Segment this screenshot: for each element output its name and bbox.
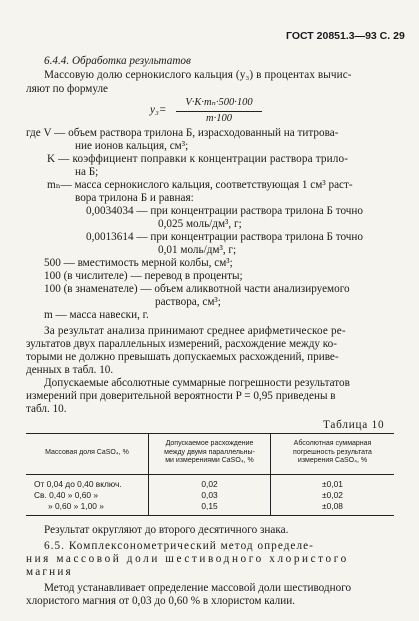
result-para-line-2: зультатов двух параллельных измерений, расхождение между ко- — [26, 338, 337, 350]
table-bottom-rule — [26, 515, 394, 516]
table-row-1-err: ±0,01 — [322, 479, 343, 489]
section-65-title-line-1: 6.5. Комплексонометрический метод определе- — [44, 540, 314, 552]
where-v-line-1: где V — объем раствора трилона Б, израсходованный на титрова- — [26, 127, 339, 139]
error-para-line-3: табл. 10. — [26, 403, 67, 415]
k-def-line-1: K — коэффициент поправки к концентрации раствора трило- — [47, 153, 349, 165]
page-header-gost: ГОСТ 20851.3—93 С. 29 — [286, 30, 405, 42]
mn-def-line-2: вора трилона Б и равная: — [75, 192, 194, 204]
table-top-rule — [26, 433, 394, 434]
intro-line-1: Массовую долю сернокислого кальция (y₃) в процентах вычис- — [44, 69, 352, 81]
value-2-line-1: 0,0013614 — при концентрации раствора трилона Б точно — [86, 231, 363, 243]
value-1-line-1: 0,0034034 — при концентрации раствора трилона Б точно — [86, 205, 363, 217]
table-caption: Таблица 10 — [323, 419, 385, 431]
formula-denominator: m·100 — [206, 113, 232, 124]
where-v-line-2: ние ионов кальция, см³; — [75, 140, 189, 152]
error-para-line-2: измерений при доверительной вероятности P = 0,95 приведены в — [26, 390, 336, 402]
table-row-3-err: ±0,08 — [322, 501, 343, 511]
formula-numerator: V·K·mₙ·500·100 — [185, 97, 253, 108]
value-2-line-2: 0,01 моль/дм³, г; — [158, 244, 237, 256]
intro-line-2: ляют по формуле — [26, 83, 108, 95]
table-header-abs-error: Абсолютная суммарная погрешность результата измерения CaSO₄, % — [293, 440, 372, 464]
table-header-allowed-diff: Допускаемое расхождение между двумя параллельны- ми измерениями CaSO₄, % — [164, 440, 255, 464]
table-row-2-range: Св. 0,40 » 0,60 » — [34, 490, 99, 500]
def-100-denominator-line-1: 100 (в знаменателе) — объем аликвотной части анализируемого — [44, 283, 350, 295]
error-para-line-1: Допускаемые абсолютные суммарные погрешности результатов — [44, 377, 350, 389]
formula-fraction-bar — [176, 111, 262, 112]
section-65-title-line-3: магния — [26, 566, 73, 578]
table-row-3-diff: 0,15 — [201, 501, 218, 511]
table-row-1-range: От 0,04 до 0,40 включ. — [34, 479, 122, 489]
def-m: m — масса навески, г. — [44, 309, 149, 321]
result-para-line-3: торыми не должно превышать допускаемых расхождений, приве- — [26, 351, 339, 363]
section-title-644: 6.4.4. Обработка результатов — [44, 55, 191, 67]
mn-def-line-1: mₙ— масса сернокислого кальция, соответствующая 1 см³ раст- — [47, 179, 353, 191]
def-100-numerator: 100 (в числителе) — перевод в проценты; — [44, 270, 243, 282]
def-100-denominator-line-2: раствора, см³; — [155, 296, 221, 308]
table-row-2-err: ±0,02 — [322, 490, 343, 500]
table-row-1-diff: 0,02 — [201, 479, 218, 489]
section-65-body-line-1: Метод устанавливает определение массовой доли шестиводного — [44, 582, 352, 594]
table-row-2-diff: 0,03 — [201, 490, 218, 500]
result-para-line-1: За результат анализа принимают среднее арифметическое ре- — [44, 325, 346, 337]
table-header-rule — [26, 474, 394, 475]
table-header-mass-fraction: Массовая доля CaSO₄, % — [45, 449, 129, 456]
section-65-title-line-2: ния массовой доли шестиводного хлористого — [26, 553, 349, 565]
formula-lhs: y₃= — [150, 104, 167, 116]
k-def-line-2: на Б; — [75, 166, 99, 178]
rounding-note: Результат округляют до второго десятичного знака. — [44, 524, 289, 536]
value-1-line-2: 0,025 моль/дм³, г; — [158, 218, 242, 230]
def-500: 500 — вместимость мерной колбы, см³; — [44, 257, 233, 269]
table-row-3-range: » 0,60 » 1,00 » — [48, 501, 104, 511]
section-65-body-line-2: хлористого магния от 0,03 до 0,60 % в хлористом калии. — [26, 595, 295, 607]
result-para-line-4: денных в табл. 10. — [26, 364, 114, 376]
